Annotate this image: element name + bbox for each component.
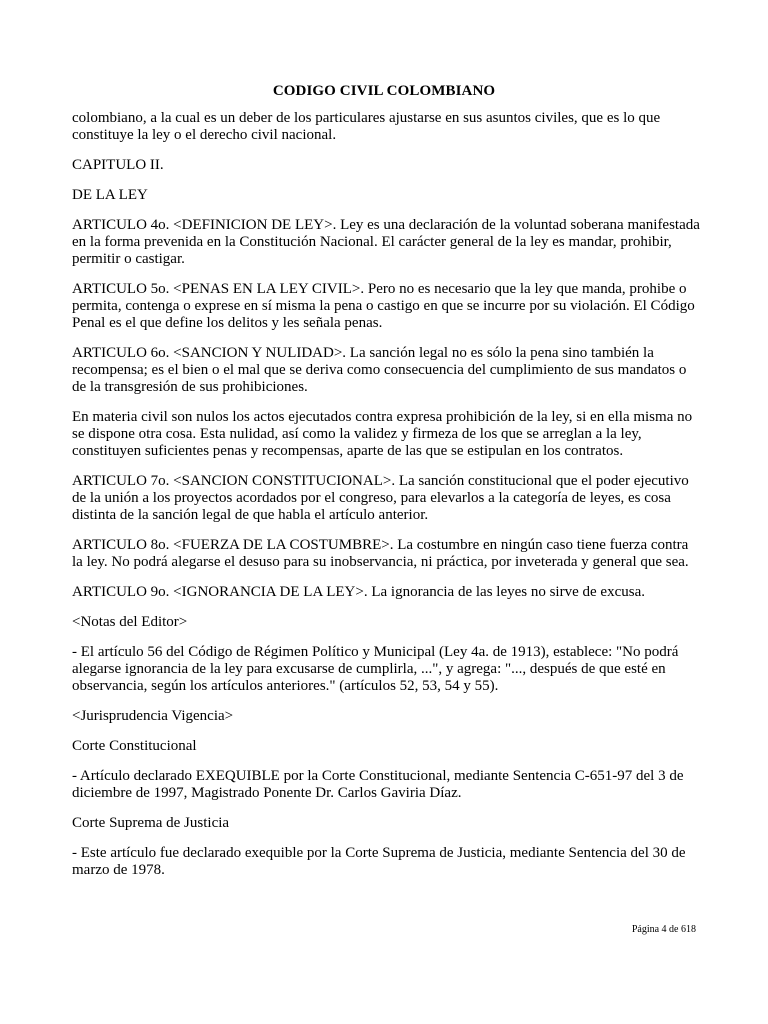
chapter-heading: CAPITULO II. — [72, 157, 164, 173]
article-8: ARTICULO 8o. <FUERZA DE LA COSTUMBRE>. La costumbre en ningún caso tiene fuerza contra la ley. No podrá alegarse el desuso para su inobservancia, ni práctica, por inveterada y general que sea. — [72, 537, 689, 570]
section-heading: DE LA LEY — [72, 187, 148, 203]
article-6-continued: En materia civil son nulos los actos ejecutados contra expresa prohibición de la ley, si en ella misma no se dispone otra cosa. Esta nulidad, así como la validez y firmeza de los que se arreglan a la ley, constituyen suficientes penas y recompensas, aparte de las que se estipulan en los contratos. — [72, 409, 693, 459]
editor-note: - El artículo 56 del Código de Régimen Político y Municipal (Ley 4a. de 1913), establece: "No podrá alegarse ignorancia de la ley para excusarse de cumplirla, ...", y agrega: "..., después de que esté en observancia, según los artículos anteriores." (artículos 52, 53, 54 y 55). — [72, 644, 679, 694]
supreme-court-heading: Corte Suprema de Justicia — [72, 815, 230, 831]
paragraph-continuation: colombiano, a la cual es un deber de los particulares ajustarse en sus asuntos civiles, que es lo que constituye la ley o el derecho civil nacional. — [72, 110, 661, 143]
supreme-court-ruling: - Este artículo fue declarado exequible por la Corte Suprema de Justicia, mediante Sentencia del 30 de marzo de 1978. — [72, 845, 686, 878]
article-7: ARTICULO 7o. <SANCION CONSTITUCIONAL>. La sanción constitucional que el poder ejecutivo de la unión a los proyectos acordados por el congreso, para elevarlos a la categoría de leyes, es cosa distinta de la sanción legal de que habla el artículo anterior. — [72, 473, 689, 523]
article-6: ARTICULO 6o. <SANCION Y NULIDAD>. La sanción legal no es sólo la pena sino también la recompensa; es el bien o el mal que se deriva como consecuencia del cumplimiento de sus mandatos o de la transgresión de sus prohibiciones. — [72, 345, 687, 395]
editor-notes-heading: <Notas del Editor> — [72, 614, 188, 630]
document-title: CODIGO CIVIL COLOMBIANO — [272, 83, 496, 99]
article-5: ARTICULO 5o. <PENAS EN LA LEY CIVIL>. Pero no es necesario que la ley que manda, prohibe o permita, contenga o exprese en sí misma la pena o castigo en que se incurre por su violación. El Código Penal es el que define los delitos y les señala penas. — [72, 281, 695, 331]
article-4: ARTICULO 4o. <DEFINICION DE LEY>. Ley es una declaración de la voluntad soberana manifestada en la forma prevenida en la Constitución Nacional. El carácter general de la ley es mandar, prohibir, permitir o castigar. — [72, 217, 700, 267]
jurisprudence-heading: <Jurisprudencia Vigencia> — [72, 708, 234, 724]
document-body — [72, 110, 700, 892]
constitutional-ruling: - Artículo declarado EXEQUIBLE por la Corte Constitucional, mediante Sentencia C-651-97 del 3 de diciembre de 1997, Magistrado Ponente Dr. Carlos Gaviria Díaz. — [72, 768, 684, 801]
page-number: Página 4 de 618 — [631, 924, 696, 935]
article-9: ARTICULO 9o. <IGNORANCIA DE LA LEY>. La ignorancia de las leyes no sirve de excusa. — [72, 584, 645, 600]
court-constitutional-heading: Corte Constitucional — [72, 738, 197, 754]
